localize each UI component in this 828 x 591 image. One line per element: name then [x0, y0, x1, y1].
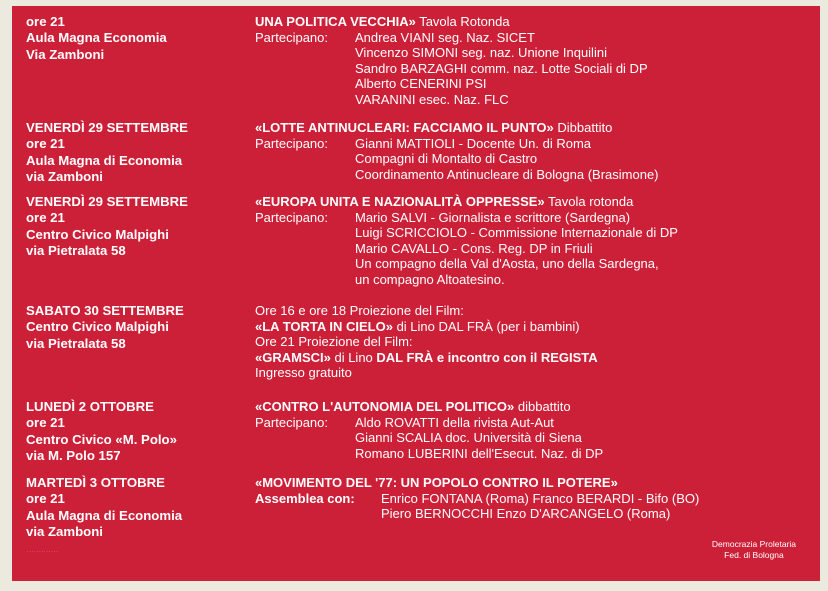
event-3-street: via Pietralata 58 [26, 243, 126, 259]
film-2-line [255, 350, 815, 366]
event-3-date: VENERDÌ 29 SETTEMBRE [26, 194, 188, 209]
participant: Coordinamento Antinucleare di Bologna (Brasimone) [355, 166, 659, 182]
participant: un compagno Altoatesino. [355, 271, 505, 287]
event-5-street: via M. Polo 157 [26, 448, 121, 464]
film-2-by: di Lino [330, 349, 377, 365]
event-2-title: «LOTTE ANTINUCLEARI: FACCIAMO IL PUNTO» [255, 120, 554, 135]
event-5-title: «CONTRO L'AUTONOMIA DEL POLITICO» [255, 399, 515, 414]
event-6-street: via Zamboni [26, 524, 103, 540]
event-2-time: ore 21 [26, 136, 65, 152]
event-4-date: SABATO 30 SETTEMBRE [26, 303, 184, 318]
participant: Sandro BARZAGHI comm. naz. Lotte Sociali di DP [355, 60, 648, 76]
event-5-time: ore 21 [26, 415, 65, 431]
screening-time-2: Ore 21 Proiezione del Film: [255, 334, 413, 350]
film-2-title: «GRAMSCI» [255, 349, 331, 365]
organizer-name: Democrazia Proletaria [711, 539, 796, 549]
event-2-date: VENERDÌ 29 SETTEMBRE [26, 120, 188, 135]
event-2-participant-line [255, 136, 815, 152]
event-6-title-line [255, 475, 815, 491]
event-3-label: Partecipano: [255, 209, 328, 225]
event-6-participant-line [255, 491, 815, 507]
participant: Aldo ROVATTI della rivista Aut-Aut [355, 414, 554, 430]
event-5-place: Centro Civico «M. Polo» [26, 431, 177, 447]
printer-credit-illegible: · · · · · · · · · · · · · [27, 549, 58, 554]
free-entry: Ingresso gratuito [255, 365, 352, 381]
event-4-venue [26, 303, 256, 352]
participant: VARANINI esec. Naz. FLC [355, 91, 509, 107]
event-5-venue [26, 399, 256, 465]
participant: Mario CAVALLO - Cons. Reg. DP in Friuli [355, 240, 593, 256]
poster [12, 6, 820, 581]
participant: Un compagno della Val d'Aosta, uno della Sardegna, [355, 256, 659, 272]
film-2-director: DAL FRÀ [376, 349, 434, 365]
event-6-time: ore 21 [26, 491, 65, 507]
event-5-title-tail: dibbattito [514, 399, 571, 414]
participant: Alberto CENERINI PSI [355, 76, 487, 92]
event-5-participant-line [255, 415, 815, 431]
event-4-street: via Pietralata 58 [26, 335, 126, 351]
screening-time-1: Ore 16 e ore 18 Proiezione del Film: [255, 303, 464, 318]
participant: Enrico FONTANA (Roma) Franco BERARDI - Bifo (BO) [381, 490, 700, 506]
film-1-credit: di Lino DAL FRÀ (per i bambini) [392, 318, 580, 334]
event-6-date: MARTEDÌ 3 OTTOBRE [26, 475, 165, 490]
event-1-participant-line [255, 30, 815, 46]
participant: Vincenzo SIMONI seg. naz. Unione Inquilini [355, 45, 607, 61]
event-1-details [255, 14, 815, 108]
event-2-details [255, 120, 815, 182]
event-1-time: ore 21 [26, 14, 65, 29]
event-6-place: Aula Magna di Economia [26, 507, 183, 523]
event-3-venue [26, 194, 256, 260]
event-5-details [255, 399, 815, 461]
event-2-label: Partecipano: [255, 135, 328, 151]
event-5-label: Partecipano: [255, 414, 328, 430]
participant: Andrea VIANI seg. Naz. SICET [355, 29, 535, 45]
event-2-venue [26, 120, 256, 186]
film-1-title: «LA TORTA IN CIELO» [255, 318, 393, 334]
event-6-details [255, 475, 815, 522]
event-1-place: Aula Magna Economia [26, 30, 167, 46]
event-2-title-tail: Dibbattito [553, 120, 613, 135]
event-2-place: Aula Magna di Economia [26, 152, 183, 168]
event-4-details [255, 303, 815, 381]
event-3-title-tail: Tavola rotonda [544, 194, 634, 209]
event-1-street: Via Zamboni [26, 46, 105, 62]
participant: Gianni MATTIOLI - Docente Un. di Roma [355, 135, 592, 151]
event-4-place: Centro Civico Malpighi [26, 319, 169, 335]
event-1-title: UNA POLITICA VECCHIA» [255, 14, 416, 29]
event-1-title-line [255, 14, 815, 30]
participant: Compagni di Montalto di Castro [355, 151, 538, 167]
event-2-street: via Zamboni [26, 169, 103, 185]
event-3-details [255, 194, 815, 288]
event-3-title: «EUROPA UNITA E NAZIONALITÀ OPPRESSE» [255, 194, 545, 209]
film-2-meeting: e incontro con il REGISTA [433, 349, 598, 365]
organizer-signature [712, 539, 796, 561]
participant: Mario SALVI - Giornalista e scrittore (Sardegna) [355, 209, 631, 225]
organizer-federation: Fed. di Bologna [724, 550, 784, 560]
participant: Gianni SCALIA doc. Università di Siena [355, 430, 582, 446]
participant: Piero BERNOCCHI Enzo D'ARCANGELO (Roma) [381, 506, 671, 522]
film-1-line [255, 319, 815, 335]
event-1-venue [26, 14, 256, 63]
event-3-place: Centro Civico Malpighi [26, 226, 169, 242]
event-6-title: «MOVIMENTO DEL '77: UN POPOLO CONTRO IL POTERE» [255, 475, 618, 490]
event-3-time: ore 21 [26, 210, 65, 226]
event-3-title-line [255, 194, 815, 210]
event-2-title-line [255, 120, 815, 136]
event-5-date: LUNEDÌ 2 OTTOBRE [26, 399, 154, 414]
event-5-title-line [255, 399, 815, 415]
participant: Romano LUBERINI dell'Esecut. Naz. di DP [355, 445, 604, 461]
participant: Luigi SCRICCIOLO - Commissione Internazionale di DP [355, 225, 678, 241]
event-6-venue [26, 475, 256, 541]
event-1-title-tail: Tavola Rotonda [415, 14, 510, 29]
event-6-label: Assemblea con: [255, 490, 355, 506]
event-3-participant-line [255, 210, 815, 226]
event-1-label: Partecipano: [255, 29, 328, 45]
